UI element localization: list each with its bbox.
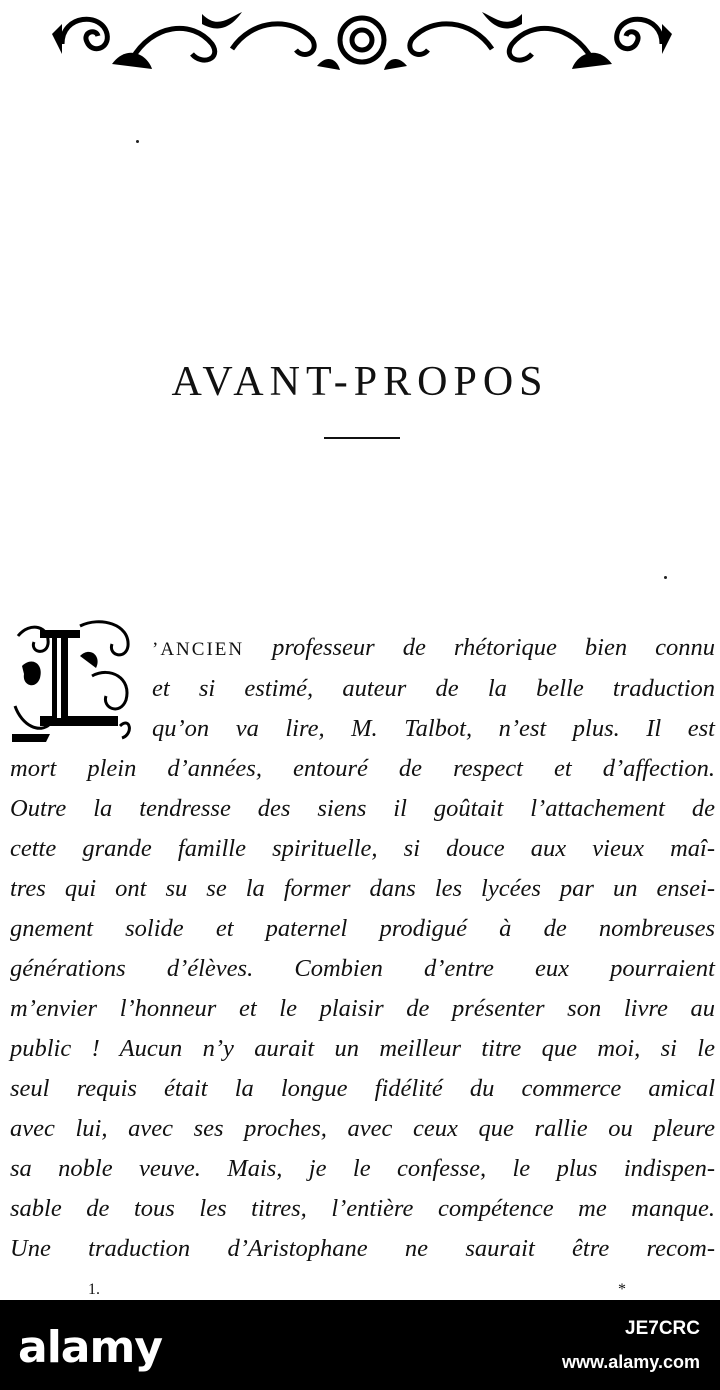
opening-line-text: professeur de rhétorique bien connu [272, 634, 716, 661]
text-line: seul requis était la longue fidélité du commerce amical [10, 1075, 715, 1102]
text-line: Une traduction d’Aristophane ne saurait être recom- [10, 1235, 715, 1262]
text-line: gnement solide et paternel prodigué à de nombreuses [10, 915, 715, 942]
text-line: Outre la tendresse des siens il goûtait l’attachement de [10, 795, 715, 822]
text-line: avec lui, avec ses proches, avec ceux que rallie ou pleure [10, 1115, 715, 1142]
text-line: sa noble veuve. Mais, je le confesse, le plus indispen- [10, 1155, 715, 1182]
decorated-initial-L-icon [10, 616, 138, 744]
chapter-title: AVANT-PROPOS [171, 359, 549, 406]
text-line [152, 636, 715, 661]
watermark-bar [0, 1300, 720, 1390]
text-line: public ! Aucun n’y aurait un meilleur titre que moi, si le [10, 1035, 715, 1062]
signature-mark: 1. [88, 1281, 100, 1298]
text-line: qu’on va lire, M. Talbot, n’est plus. Il est [152, 715, 715, 742]
text-line: cette grande famille spirituelle, si douce aux vieux maî- [10, 835, 715, 862]
opening-word: ’ANCIEN [152, 639, 245, 660]
ink-speck [664, 576, 667, 579]
text-line: m’envier l’honneur et le plaisir de présenter son livre au [10, 995, 715, 1022]
text-line: tres qui ont su se la former dans les lycées par un ensei- [10, 875, 715, 902]
watermark-logo: alamy [18, 1322, 162, 1373]
ink-speck [136, 140, 139, 143]
text-line: sable de tous les titres, l’entière compétence me manque. [10, 1195, 715, 1222]
text-line: et si estimé, auteur de la belle traduction [152, 675, 715, 702]
text-line: mort plein d’années, entouré de respect et d’affection. [10, 755, 715, 782]
stock-image-id: JE7CRC [625, 1318, 700, 1339]
signature-asterisk: * [618, 1281, 626, 1298]
text-line: générations d’élèves. Combien d’entre eux pourraient [10, 955, 715, 982]
ornamental-scroll-icon [52, 4, 672, 74]
watermark-url: www.alamy.com [561, 1352, 700, 1372]
title-rule [324, 437, 400, 439]
